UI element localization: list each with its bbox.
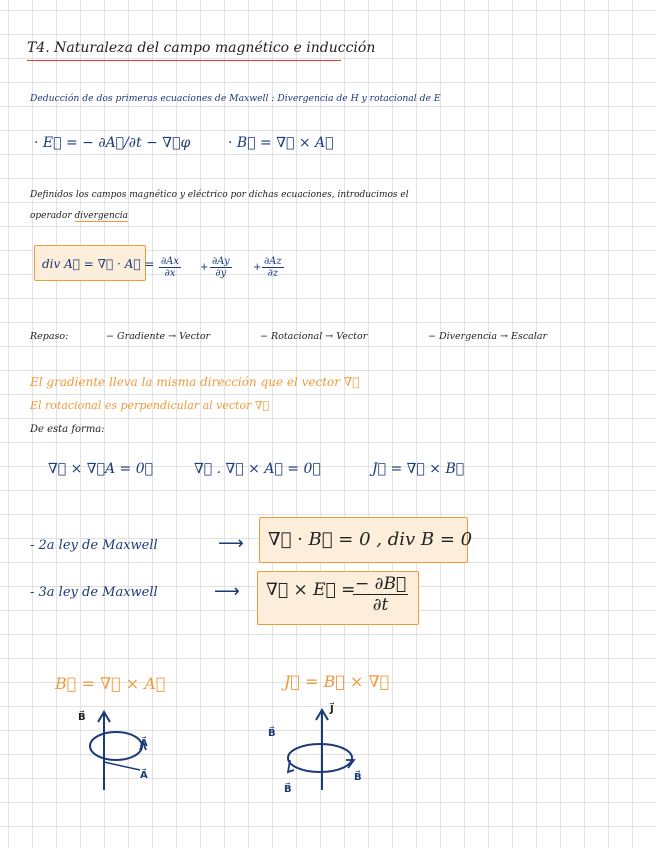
repaso-gradiente: − Gradiente → Vector — [106, 331, 211, 342]
diagram-current-svg — [250, 690, 390, 800]
definition-prefix: operador — [30, 211, 75, 221]
label-a-bottom: A⃗ — [140, 770, 148, 781]
intro-text: Deducción de dos primeras ecuaciones de Maxwell : Divergencia de H y rotacional de E — [30, 93, 441, 104]
plus-sign: + — [200, 262, 209, 273]
repaso-label: Repaso: — [30, 331, 69, 342]
maxwell-law-2-label: - 2a ley de Maxwell — [30, 538, 158, 553]
definition-term: divergencia — [74, 211, 129, 221]
loop-ellipse — [288, 744, 352, 772]
note-forma: De esta forma: — [30, 424, 105, 435]
definition-line-1: Definidos los campos magnético y eléctrico por dichas ecuaciones, introducimos el — [30, 190, 409, 200]
note-rotacional: El rotacional es perpendicular al vector ∇⃗ — [30, 399, 270, 412]
maxwell-law-3-fraction — [353, 574, 408, 615]
maxwell-law-3-den: ∂t — [372, 595, 389, 615]
diagram-current-density — [250, 690, 390, 800]
label-a-top: A⃗ — [140, 738, 148, 749]
repaso-divergencia: − Divergencia → Escalar — [428, 331, 548, 342]
fraction-dx-den: ∂x — [164, 268, 176, 279]
fraction-dy-num: ∂Ay — [212, 256, 230, 267]
arrow-right-icon: ⟶ — [214, 581, 240, 602]
label-b-axis: B⃗ — [78, 712, 86, 723]
fraction-dz-num: ∂Az — [264, 256, 282, 267]
maxwell-law-3-label: - 3a ley de Maxwell — [30, 585, 158, 600]
maxwell-law-3-lhs: ∇⃗ × E⃗ = — [266, 580, 356, 600]
loop-arrowhead — [346, 760, 354, 768]
note-gradiente: El gradiente lleva la misma dirección que el vector ∇⃗ — [30, 375, 360, 389]
relation-j-b-cross-nabla: J⃗ = B⃗ × ∇⃗ — [284, 672, 390, 691]
repaso-rotacional: − Rotacional → Vector — [260, 331, 368, 342]
loop-ellipse — [90, 732, 142, 760]
fraction-dx-num: ∂Ax — [161, 256, 180, 267]
vector-line — [104, 762, 140, 770]
label-j-axis: J⃗ — [330, 704, 334, 715]
plus-sign: + — [253, 262, 262, 273]
diagram-magnetic-field — [70, 690, 180, 800]
fraction-dz — [262, 256, 284, 279]
equation-electric-field: · E⃗ = − ∂A⃗/∂t − ∇⃗φ — [34, 135, 191, 151]
equation-magnetic-field: · B⃗ = ∇⃗ × A⃗ — [228, 135, 334, 151]
fraction-dx — [159, 256, 181, 279]
title-underline — [27, 60, 341, 61]
label-b-bottom-left: B⃗ — [284, 784, 292, 795]
divergence-lhs: div A⃗ = ∇⃗ · A⃗ = — [42, 257, 155, 271]
fraction-dy — [210, 256, 232, 279]
fraction-dz-den: ∂z — [267, 268, 279, 279]
label-b-right: B⃗ — [354, 772, 362, 783]
label-b-left: B⃗ — [268, 728, 276, 739]
arrow-right-icon: ⟶ — [218, 533, 244, 554]
diagram-magnetic-svg — [70, 690, 180, 800]
maxwell-law-2-equation: ∇⃗ · B⃗ = 0 , div B = 0 — [268, 529, 473, 550]
identity-curl-grad: ∇⃗ × ∇⃗A = 0⃗ — [48, 461, 154, 477]
maxwell-law-3-num: − ∂B⃗ — [355, 574, 407, 594]
identity-div-curl: ∇⃗ . ∇⃗ × A⃗ = 0⃗ — [194, 461, 321, 477]
relation-b-curl-a: B⃗ = ∇⃗ × A⃗ — [55, 674, 166, 693]
definition-line-2 — [30, 211, 128, 221]
page-title: T4. Naturaleza del campo magnético e inducción — [27, 40, 376, 56]
fraction-dy-den: ∂y — [215, 268, 227, 279]
identity-current: J⃗ = ∇⃗ × B⃗ — [372, 461, 465, 477]
